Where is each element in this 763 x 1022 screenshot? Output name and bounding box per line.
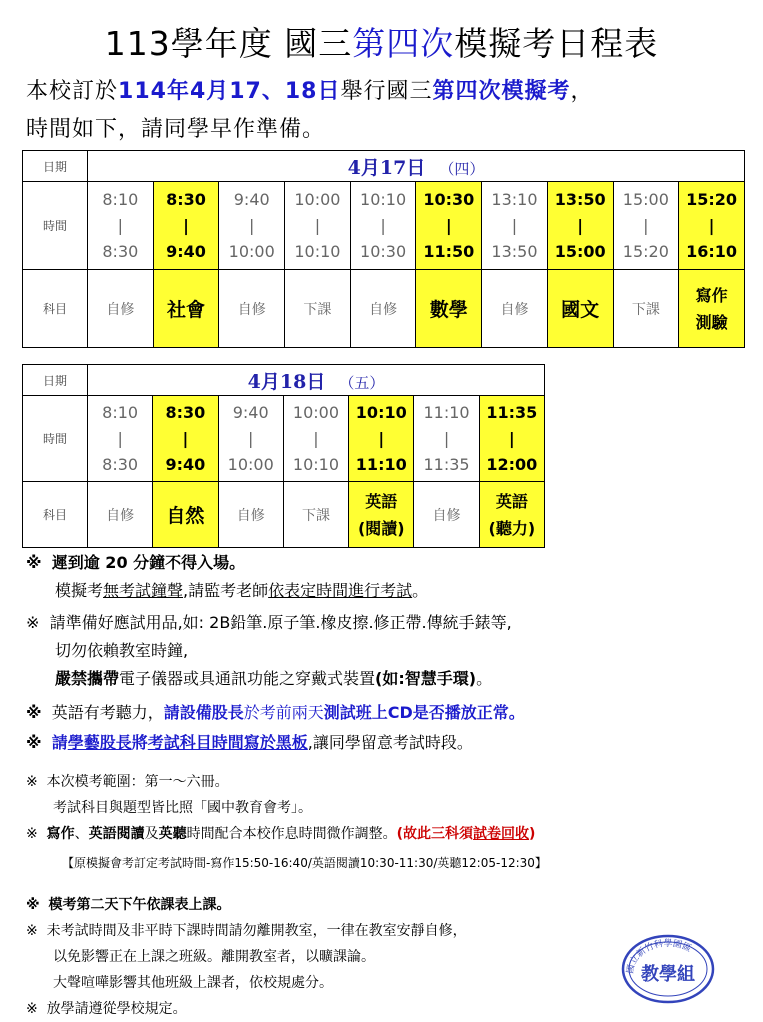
note-original-times: 【原模擬會考訂定考試時間-寫作15:50-16:40/英語閱讀10:30-11:30/英聽12:05-12:30】	[62, 856, 547, 870]
time-start: 9:40	[232, 402, 269, 422]
note-listening: ※ 英語有考聽力，請設備股長於考前兩天測試班上CD是否播放正常。	[26, 703, 525, 722]
subject-text: 測驗	[695, 312, 728, 332]
time-start: 15:20	[686, 189, 738, 209]
time-start: 10:10	[355, 402, 407, 422]
note-supplies: ※ 請準備好應試用品,如: 2B鉛筆.原子筆.橡皮擦.修正帶.傳統手錶等,	[26, 613, 512, 632]
time-sep: |	[183, 215, 189, 235]
time-sep: |	[117, 215, 124, 235]
time-start: 13:10	[491, 189, 538, 209]
time-end: 11:10	[355, 454, 407, 474]
subject-cell	[283, 482, 348, 548]
time-start: 11:10	[423, 402, 470, 422]
subject-cell	[482, 270, 548, 348]
subject-cell	[285, 270, 351, 348]
time-sep: |	[508, 428, 515, 448]
time-slot	[349, 396, 414, 482]
time-sep: |	[249, 215, 255, 235]
subject-text: 下課	[631, 301, 660, 318]
note-no-bell: 模擬考無考試鐘聲,請監考老師依表定時間進行考試。	[55, 581, 429, 600]
time-start: 8:10	[102, 402, 139, 422]
subject-cell	[547, 270, 613, 348]
subject-text: 寫作	[695, 285, 728, 305]
svg-text:教學組: 教學組	[641, 964, 695, 985]
subject-cell	[613, 270, 679, 348]
note-dismissal: ※ 放學請遵從學校規定。	[26, 1001, 187, 1017]
date-label: 日期	[23, 365, 88, 396]
time-label: 時間	[23, 182, 88, 270]
time-end: 10:00	[228, 241, 275, 261]
subject-text: 下課	[301, 507, 330, 524]
subject-cell	[350, 270, 416, 348]
time-slot	[350, 182, 416, 270]
subject-cell	[153, 482, 218, 548]
time-slot	[479, 396, 544, 482]
subject-cell	[416, 270, 482, 348]
time-start: 10:00	[292, 402, 340, 422]
subject-cell	[88, 270, 154, 348]
school-seal-stamp	[621, 934, 715, 1004]
time-end: 10:00	[227, 454, 274, 474]
note-late: ※ 遲到逾 20 分鐘不得入場。	[26, 553, 246, 572]
time-start: 8:30	[165, 402, 206, 422]
subject-text: (閱讀)	[357, 518, 405, 538]
time-start: 13:50	[554, 189, 606, 209]
time-end: 16:10	[686, 241, 738, 261]
time-slot	[218, 396, 283, 482]
time-label: 時間	[23, 396, 88, 482]
note-stay: ※ 未考試時間及非平時下課時間請勿離開教室，一律在教室安靜自修，	[26, 923, 467, 939]
time-slot	[547, 182, 613, 270]
time-slot	[482, 182, 548, 270]
time-slot	[414, 396, 479, 482]
time-sep: |	[378, 428, 385, 448]
time-end: 10:10	[294, 241, 341, 261]
day2-date-header: 4月18日 （五）	[88, 365, 545, 396]
intro-line-2: 時間如下，請同學早作準備。	[26, 117, 326, 142]
time-sep: |	[443, 428, 450, 448]
time-slot	[153, 396, 218, 482]
intro-line-1: 本校訂於114年4月17、18日舉行國三第四次模擬考，	[26, 79, 594, 104]
subject-cell	[349, 482, 414, 548]
time-sep: |	[314, 215, 321, 235]
note-adjust: ※ 寫作、英語閱讀及英聽時間配合本校作息時間微作調整。(故此三科須試卷回收)	[26, 826, 536, 842]
date-label: 日期	[23, 151, 88, 182]
subject-text: 自修	[500, 301, 529, 318]
note-blackboard: ※ 請學藝股長將考試科目時間寫於黑板,讓同學留意考試時段。	[26, 733, 473, 752]
subject-cell	[218, 482, 283, 548]
subject-label: 科目	[23, 482, 88, 548]
time-slot	[285, 182, 351, 270]
time-sep: |	[643, 215, 649, 235]
subject-text: 自修	[432, 507, 461, 524]
subject-text: 自修	[106, 507, 135, 524]
time-sep: |	[248, 428, 254, 448]
subject-cell	[679, 270, 745, 348]
page-title: 113學年度 國三第四次模擬考日程表	[104, 24, 659, 63]
note-noise: 大聲喧嘩影響其他班級上課者，依校規處分。	[53, 975, 333, 991]
subject-cell	[88, 482, 153, 548]
time-start: 8:30	[166, 189, 206, 209]
subject-text: 國文	[561, 299, 600, 321]
time-slot	[679, 182, 745, 270]
time-end: 12:00	[486, 454, 538, 474]
day1-date-header: 4月17日 （四）	[88, 151, 745, 182]
schedule-table-day2	[22, 364, 545, 548]
time-end: 9:40	[166, 241, 206, 261]
time-sep: |	[511, 215, 518, 235]
note-truancy: 以免影響正在上課之班級。離開教室者，以曠課論。	[53, 949, 375, 965]
time-slot	[88, 182, 154, 270]
time-end: 13:50	[491, 241, 538, 261]
time-start: 10:00	[294, 189, 341, 209]
time-slot	[613, 182, 679, 270]
time-sep: |	[182, 428, 189, 448]
subject-text: 自然	[166, 505, 205, 527]
note-devices: 嚴禁攜帶電子儀器或具通訊功能之穿戴式裝置(如:智慧手環)。	[55, 669, 493, 688]
subject-text: 數學	[429, 299, 468, 321]
note-range: ※ 本次模考範圍：第一～六冊。	[26, 774, 229, 790]
subject-text: 英語	[365, 491, 398, 511]
subject-text: 自修	[369, 301, 398, 318]
note-clock: 切勿依賴教室時鐘,	[55, 641, 189, 660]
note-second-day: ※ 模考第二天下午依課表上課。	[26, 897, 231, 913]
time-slot	[219, 182, 285, 270]
subject-cell	[479, 482, 544, 548]
time-start: 9:40	[233, 189, 270, 209]
time-sep: |	[313, 428, 319, 448]
subject-cell	[219, 270, 285, 348]
time-slot	[283, 396, 348, 482]
time-sep: |	[708, 215, 715, 235]
note-format: 考試科目與題型皆比照「國中教育會考」。	[53, 800, 312, 816]
time-start: 8:10	[102, 189, 139, 209]
time-sep: |	[117, 428, 123, 448]
subject-text: 下課	[303, 301, 332, 318]
time-start: 10:10	[360, 189, 407, 209]
time-end: 15:20	[622, 241, 669, 261]
time-end: 8:30	[102, 241, 139, 261]
subject-text: 自修	[236, 507, 265, 524]
time-end: 11:50	[423, 241, 475, 261]
time-end: 9:40	[165, 454, 206, 474]
time-slot	[88, 396, 153, 482]
time-start: 10:30	[423, 189, 475, 209]
subject-label: 科目	[23, 270, 88, 348]
subject-text: 自修	[106, 301, 135, 318]
time-start: 11:35	[486, 402, 538, 422]
subject-cell	[414, 482, 479, 548]
time-sep: |	[445, 215, 452, 235]
time-end: 10:10	[292, 454, 340, 474]
subject-text: 自修	[237, 301, 266, 318]
schedule-table-day1	[22, 150, 745, 348]
time-sep: |	[577, 215, 584, 235]
subject-text: (聽力)	[488, 518, 536, 538]
time-end: 11:35	[423, 454, 470, 474]
subject-text: 社會	[167, 299, 206, 321]
time-slot	[416, 182, 482, 270]
time-start: 15:00	[622, 189, 669, 209]
subject-cell	[153, 270, 219, 348]
subject-text: 英語	[495, 491, 528, 511]
time-end: 15:00	[554, 241, 606, 261]
time-sep: |	[380, 215, 386, 235]
svg-text:國立新竹科學園區: 國立新竹科學園區	[625, 938, 693, 975]
time-end: 10:30	[360, 241, 407, 261]
time-slot	[153, 182, 219, 270]
time-end: 8:30	[102, 454, 139, 474]
